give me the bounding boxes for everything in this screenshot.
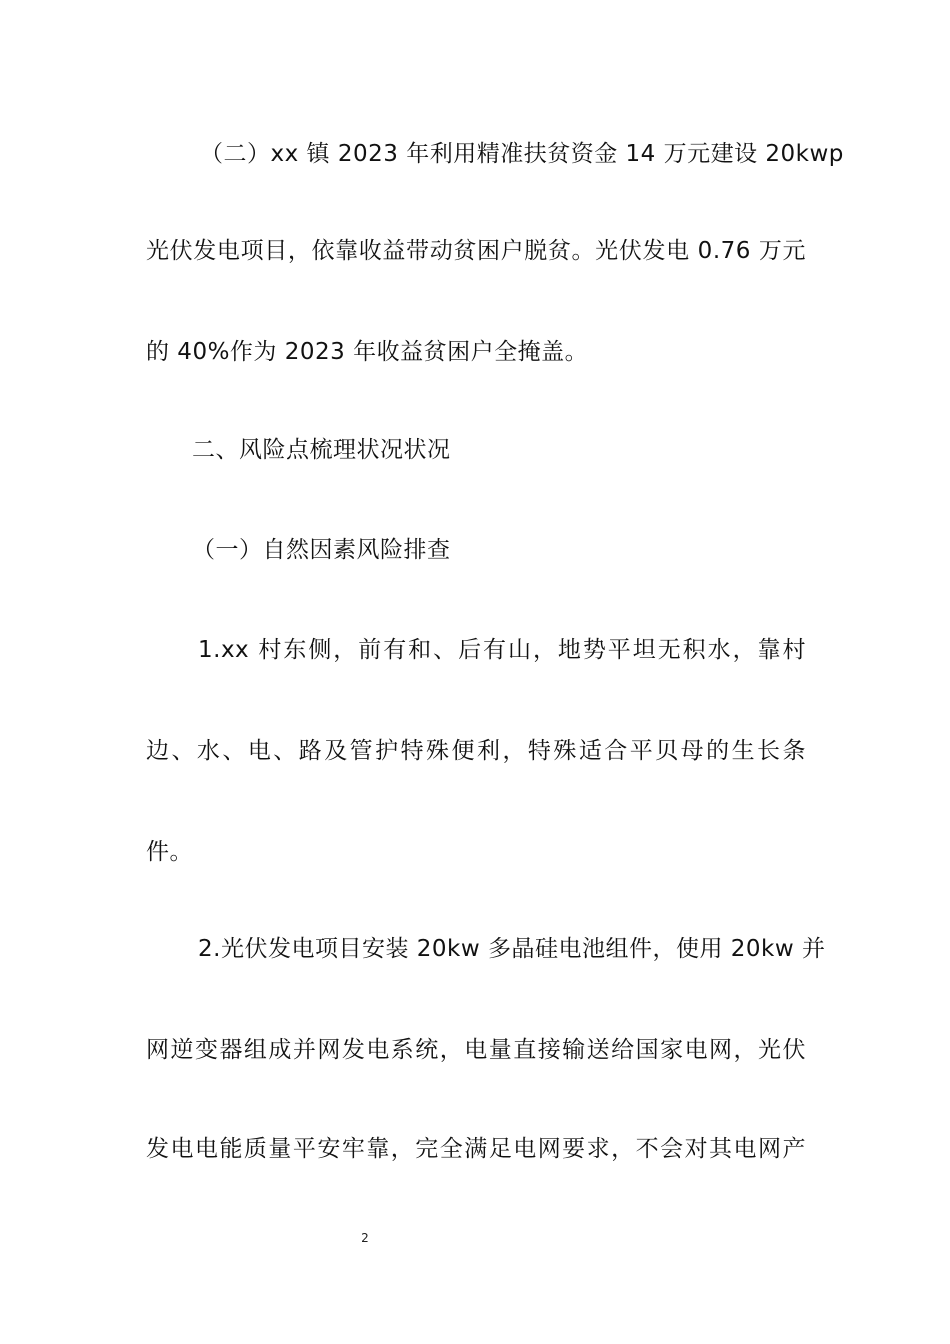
- page-number: 2: [361, 1231, 369, 1245]
- paragraph-line-6: 件。: [146, 839, 193, 865]
- paragraph-line-7: 2.光伏发电项目安装 20kw 多晶硅电池组件，使用 20kw 并: [198, 936, 826, 962]
- paragraph-line-5: 边、水、电、路及管护特殊便利，特殊适合平贝母的生长条: [146, 738, 806, 764]
- section-heading: 二、风险点梳理状况状况: [192, 437, 451, 463]
- paragraph-line-4: 1.xx 村东侧，前有和、后有山，地势平坦无积水，靠村: [198, 637, 806, 663]
- paragraph-line-1: （二）xx 镇 2023 年利用精准扶贫资金 14 万元建设 20kwp: [200, 141, 844, 167]
- subsection-heading: （一）自然因素风险排查: [192, 537, 451, 563]
- paragraph-line-9: 发电电能质量平安牢靠，完全满足电网要求，不会对其电网产: [146, 1136, 806, 1162]
- paragraph-line-3: 的 40%作为 2023 年收益贫困户全掩盖。: [146, 339, 589, 365]
- paragraph-line-8: 网逆变器组成并网发电系统，电量直接输送给国家电网，光伏: [146, 1037, 806, 1063]
- paragraph-line-2: 光伏发电项目，依靠收益带动贫困户脱贫。光伏发电 0.76 万元: [146, 238, 806, 264]
